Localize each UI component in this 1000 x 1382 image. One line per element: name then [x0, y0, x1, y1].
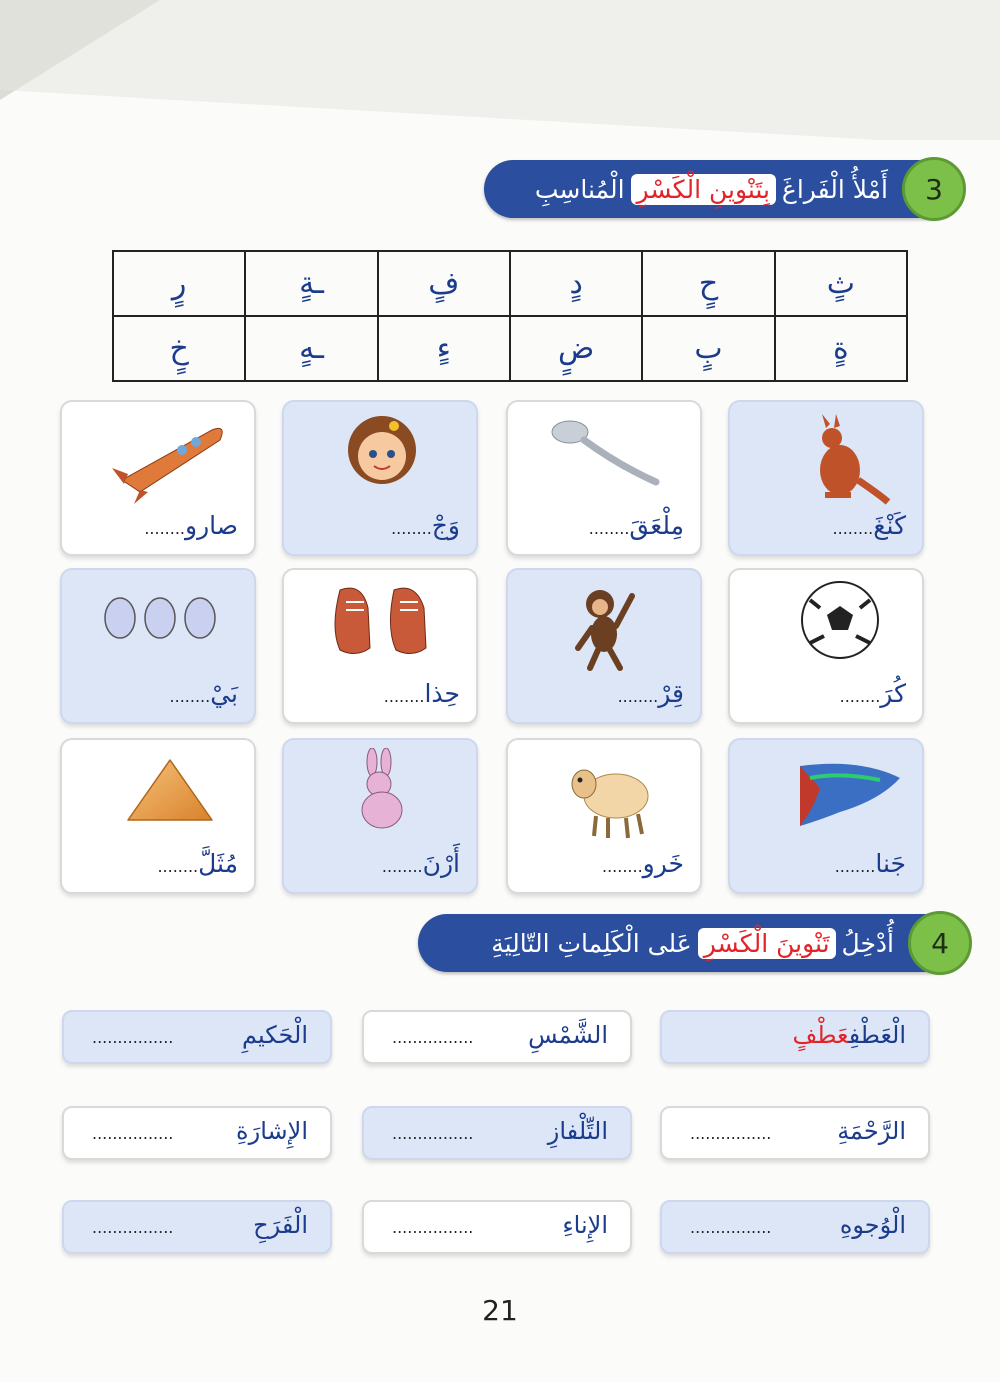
card-kangaroo	[728, 400, 924, 556]
card-word: مِلْعَقَ	[629, 511, 684, 540]
answer-blank[interactable]: ........	[617, 687, 659, 706]
section-3-title-before: أَمْلأُ الْفَراغَ	[781, 174, 888, 204]
section-3-header	[484, 160, 960, 218]
letter-cell: ضٍ	[510, 316, 642, 381]
rocket-icon	[62, 410, 258, 505]
card-word: حِذا	[424, 679, 460, 708]
card-shoes	[282, 568, 478, 724]
letter-cell: خٍ	[113, 316, 245, 381]
answer-blank[interactable]: ................	[92, 1028, 174, 1047]
word-text: الشَّمْسِ	[528, 1021, 608, 1049]
answer-blank[interactable]: ........	[169, 687, 211, 706]
wing-icon	[730, 748, 926, 843]
word-text: الرَّحْمَةِ	[837, 1117, 906, 1145]
girl-face-icon	[284, 410, 480, 505]
page-number: 21	[482, 1294, 518, 1327]
letters-table	[112, 250, 908, 382]
section-4-title-after: عَلى الْكَلِماتِ التّالِيَةِ	[491, 928, 692, 958]
answer-blank[interactable]: ................	[92, 1218, 174, 1237]
monkey-icon	[508, 578, 704, 673]
word-text: الْفَرَحِ	[253, 1211, 308, 1239]
card-rabbit	[282, 738, 478, 894]
answer-blank[interactable]: ................	[392, 1124, 474, 1143]
sheep-icon	[508, 748, 704, 843]
word-text: الإِناءِ	[562, 1211, 608, 1239]
card-face	[282, 400, 478, 556]
letter-cell: ـهٍ	[245, 316, 377, 381]
word-box	[62, 1010, 332, 1064]
card-word: قِرْ	[658, 679, 684, 708]
word-box	[660, 1106, 930, 1160]
letter-cell: ةٍ	[775, 316, 907, 381]
spoon-icon	[508, 410, 704, 505]
word-box	[362, 1010, 632, 1064]
answer-blank[interactable]: ........	[383, 687, 425, 706]
letter-cell: ـةٍ	[245, 251, 377, 316]
answer-blank[interactable]: ........	[601, 857, 643, 876]
section-3-number: 3	[902, 157, 966, 221]
card-ball	[728, 568, 924, 724]
word-text: الإِشارَةِ	[236, 1117, 308, 1145]
card-wing	[728, 738, 924, 894]
word-box	[362, 1200, 632, 1254]
section-3-title-highlight: بِتَنْوينِ الْكَسْرِ	[631, 174, 776, 205]
answer-blank[interactable]: ........	[588, 519, 630, 538]
word-box	[660, 1010, 930, 1064]
letters-row-1	[113, 251, 907, 316]
word-box	[62, 1106, 332, 1160]
triangle-icon	[62, 748, 258, 843]
answer-blank[interactable]: ........	[834, 857, 876, 876]
letter-cell: بٍ	[642, 316, 774, 381]
card-word: كُرَ	[880, 679, 906, 708]
answer-blank[interactable]: ........	[839, 687, 881, 706]
section-4-number: 4	[908, 911, 972, 975]
letter-cell: فٍ	[378, 251, 510, 316]
word-answer: عَطْفٍ	[792, 1021, 849, 1049]
section-4-title-before: أُدْخِلُ	[841, 928, 894, 958]
card-rocket	[60, 400, 256, 556]
card-spoon	[506, 400, 702, 556]
answer-blank[interactable]: ........	[391, 519, 432, 538]
card-word: كَنْغَ	[873, 511, 906, 540]
eggs-icon	[62, 578, 258, 673]
letter-cell: ثٍ	[775, 251, 907, 316]
card-eggs	[60, 568, 256, 724]
section-3-title-after: الْمُناسِبِ	[534, 174, 625, 204]
kangaroo-icon	[730, 410, 926, 505]
card-word: مُثَلَّ	[198, 849, 238, 878]
word-box	[362, 1106, 632, 1160]
word-text: الْوُجوهِ	[839, 1211, 906, 1239]
letter-cell: دٍ	[510, 251, 642, 316]
word-text: الْحَكيمِ	[242, 1021, 308, 1049]
letter-cell: ءٍ	[378, 316, 510, 381]
card-word: خَرو	[642, 849, 684, 878]
section-4-header	[418, 914, 966, 972]
answer-blank[interactable]: ................	[392, 1028, 474, 1047]
card-word: صارو	[185, 511, 238, 540]
card-triangle	[60, 738, 256, 894]
letters-row-2	[113, 316, 907, 381]
card-word: جَنا	[875, 849, 906, 878]
answer-blank[interactable]: ................	[690, 1124, 772, 1143]
letter-cell: رٍ	[113, 251, 245, 316]
answer-blank[interactable]: ................	[690, 1218, 772, 1237]
answer-blank[interactable]: ........	[157, 857, 199, 876]
answer-blank[interactable]: ........	[832, 519, 874, 538]
word-box	[62, 1200, 332, 1254]
rabbit-icon	[284, 748, 480, 843]
word-text: التِّلْفازِ	[547, 1117, 608, 1145]
card-sheep	[506, 738, 702, 894]
card-monkey	[506, 568, 702, 724]
answer-blank[interactable]: ........	[144, 519, 185, 538]
card-word: بَيْ	[210, 679, 238, 708]
shoes-icon	[284, 578, 480, 673]
answer-blank[interactable]: ................	[92, 1124, 174, 1143]
card-word: وَجْ	[431, 511, 460, 540]
section-4-title-highlight: تَنْوينَ الْكَسْرِ	[698, 928, 836, 959]
letter-cell: حٍ	[642, 251, 774, 316]
answer-blank[interactable]: ................	[392, 1218, 474, 1237]
card-word: أَرْنَ	[422, 849, 460, 878]
word-text: الْعَطْفِ	[848, 1021, 906, 1049]
football-icon	[730, 578, 926, 673]
answer-blank[interactable]: ........	[381, 857, 423, 876]
word-box	[660, 1200, 930, 1254]
